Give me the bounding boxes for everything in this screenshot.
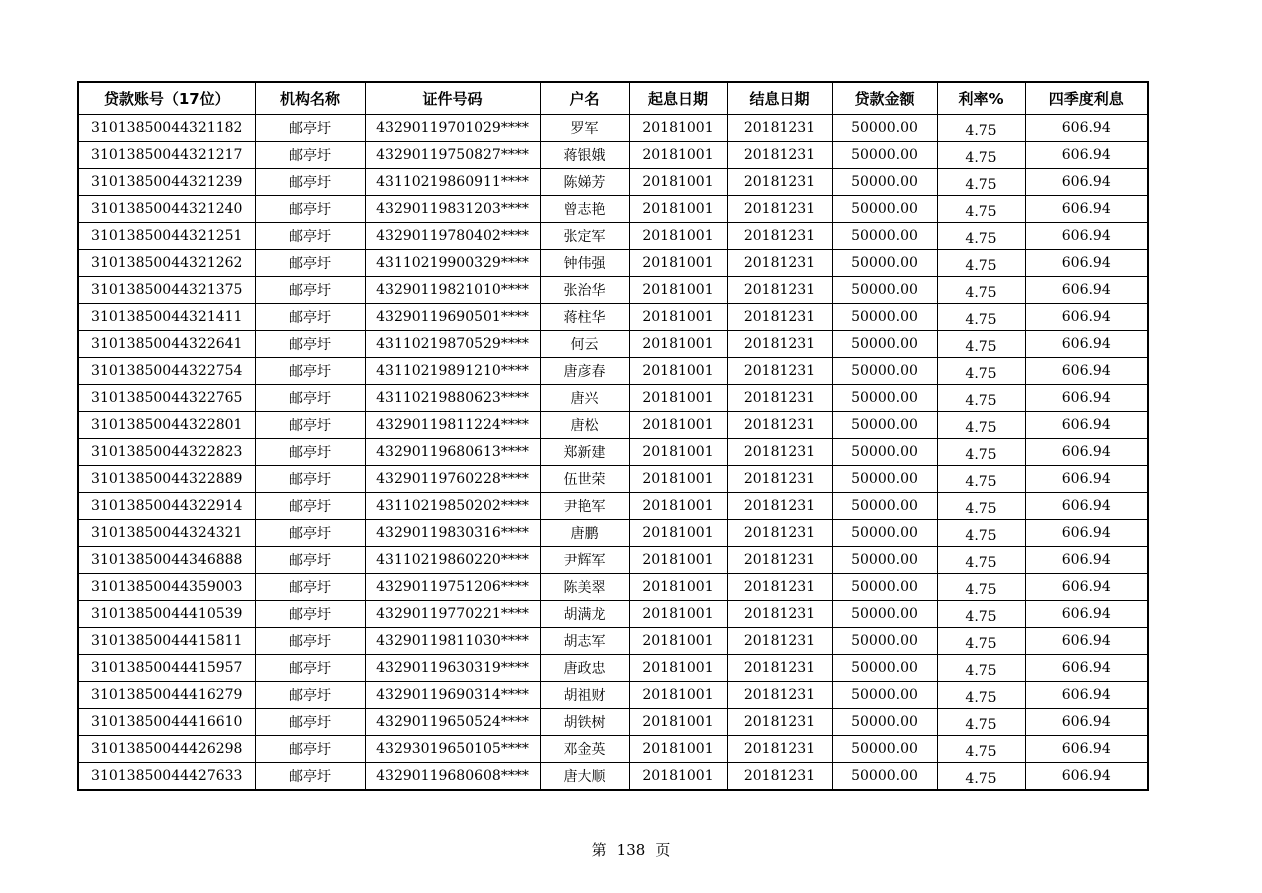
- id-number-cell: 43290119690314****: [365, 682, 540, 709]
- settle-date-cell: 20181231: [727, 358, 832, 385]
- interest-rate-value: 4.75: [965, 582, 997, 598]
- account-name-cell: 钟伟强: [540, 250, 629, 277]
- settle-date-cell: 20181231: [727, 196, 832, 223]
- institution-cell: 邮亭圩: [255, 412, 365, 439]
- interest-rate-value: 4.75: [965, 636, 997, 652]
- id-number-cell: 43110219880623****: [365, 385, 540, 412]
- institution-cell: 邮亭圩: [255, 547, 365, 574]
- start-date-cell: 20181001: [629, 520, 727, 547]
- q4-interest-cell: 606.94: [1025, 439, 1148, 466]
- loan-amount-cell: 50000.00: [832, 574, 937, 601]
- loan-amount-cell: 50000.00: [832, 304, 937, 331]
- loan-amount-cell: 50000.00: [832, 682, 937, 709]
- id-number-cell: 43290119831203****: [365, 196, 540, 223]
- settle-date-cell: 20181231: [727, 115, 832, 142]
- table-row: [78, 682, 1148, 709]
- interest-rate-value: 4.75: [965, 501, 997, 517]
- interest-rate-cell: [937, 547, 1025, 574]
- institution-cell: 邮亭圩: [255, 331, 365, 358]
- institution-cell: 邮亭圩: [255, 655, 365, 682]
- settle-date-cell: 20181231: [727, 682, 832, 709]
- table-row: [78, 763, 1148, 791]
- institution-cell: 邮亭圩: [255, 601, 365, 628]
- settle-date-cell: 20181231: [727, 466, 832, 493]
- footer-suffix: 页: [655, 841, 671, 859]
- interest-rate-value: 4.75: [965, 555, 997, 571]
- start-date-cell: 20181001: [629, 628, 727, 655]
- table-row: [78, 277, 1148, 304]
- interest-rate-cell: [937, 142, 1025, 169]
- settle-date-cell: 20181231: [727, 736, 832, 763]
- q4-interest-cell: 606.94: [1025, 169, 1148, 196]
- table-row: [78, 736, 1148, 763]
- column-header-loan-account: 贷款账号（17位）: [78, 82, 255, 115]
- institution-cell: 邮亭圩: [255, 466, 365, 493]
- q4-interest-cell: 606.94: [1025, 493, 1148, 520]
- interest-rate-cell: [937, 115, 1025, 142]
- interest-rate-cell: [937, 385, 1025, 412]
- institution-cell: 邮亭圩: [255, 520, 365, 547]
- institution-cell: 邮亭圩: [255, 574, 365, 601]
- q4-interest-cell: 606.94: [1025, 223, 1148, 250]
- table-row: [78, 520, 1148, 547]
- settle-date-cell: 20181231: [727, 277, 832, 304]
- interest-rate-cell: [937, 520, 1025, 547]
- interest-rate-value: 4.75: [965, 447, 997, 463]
- start-date-cell: 20181001: [629, 601, 727, 628]
- account-name-cell: 蒋柱华: [540, 304, 629, 331]
- loan-amount-cell: 50000.00: [832, 466, 937, 493]
- table-row: [78, 385, 1148, 412]
- start-date-cell: 20181001: [629, 277, 727, 304]
- settle-date-cell: 20181231: [727, 439, 832, 466]
- start-date-cell: 20181001: [629, 196, 727, 223]
- column-header-institution: 机构名称: [255, 82, 365, 115]
- q4-interest-cell: 606.94: [1025, 709, 1148, 736]
- q4-interest-cell: 606.94: [1025, 250, 1148, 277]
- table-row: [78, 574, 1148, 601]
- id-number-cell: 43290119780402****: [365, 223, 540, 250]
- interest-rate-value: 4.75: [965, 285, 997, 301]
- page-footer: [0, 839, 1262, 860]
- start-date-cell: 20181001: [629, 358, 727, 385]
- interest-rate-value: 4.75: [965, 528, 997, 544]
- account-name-cell: 胡志军: [540, 628, 629, 655]
- loan-amount-cell: 50000.00: [832, 601, 937, 628]
- table-row: [78, 115, 1148, 142]
- loan-account-cell: 31013850044322889: [78, 466, 255, 493]
- start-date-cell: 20181001: [629, 574, 727, 601]
- settle-date-cell: 20181231: [727, 250, 832, 277]
- account-name-cell: 胡满龙: [540, 601, 629, 628]
- institution-cell: 邮亭圩: [255, 385, 365, 412]
- account-name-cell: 邓金英: [540, 736, 629, 763]
- loan-amount-cell: 50000.00: [832, 223, 937, 250]
- loan-account-cell: 31013850044346888: [78, 547, 255, 574]
- start-date-cell: 20181001: [629, 169, 727, 196]
- column-header-interest-rate: 利率%: [937, 82, 1025, 115]
- q4-interest-cell: 606.94: [1025, 196, 1148, 223]
- loan-amount-cell: 50000.00: [832, 250, 937, 277]
- loan-account-cell: 31013850044322823: [78, 439, 255, 466]
- loan-account-cell: 31013850044410539: [78, 601, 255, 628]
- interest-rate-value: 4.75: [965, 177, 997, 193]
- loan-account-cell: 31013850044416279: [78, 682, 255, 709]
- table-row: [78, 358, 1148, 385]
- table-row: [78, 412, 1148, 439]
- interest-rate-cell: [937, 331, 1025, 358]
- settle-date-cell: 20181231: [727, 574, 832, 601]
- id-number-cell: 43110219870529****: [365, 331, 540, 358]
- start-date-cell: 20181001: [629, 385, 727, 412]
- loan-account-cell: 31013850044321262: [78, 250, 255, 277]
- interest-rate-value: 4.75: [965, 204, 997, 220]
- interest-rate-cell: [937, 196, 1025, 223]
- account-name-cell: 胡祖财: [540, 682, 629, 709]
- institution-cell: 邮亭圩: [255, 277, 365, 304]
- loan-account-cell: 31013850044321182: [78, 115, 255, 142]
- start-date-cell: 20181001: [629, 655, 727, 682]
- q4-interest-cell: 606.94: [1025, 628, 1148, 655]
- settle-date-cell: 20181231: [727, 601, 832, 628]
- loan-account-cell: 31013850044321375: [78, 277, 255, 304]
- loan-account-cell: 31013850044322765: [78, 385, 255, 412]
- start-date-cell: 20181001: [629, 547, 727, 574]
- id-number-cell: 43290119690501****: [365, 304, 540, 331]
- institution-cell: 邮亭圩: [255, 196, 365, 223]
- interest-rate-value: 4.75: [965, 744, 997, 760]
- interest-rate-value: 4.75: [965, 609, 997, 625]
- id-number-cell: 43110219850202****: [365, 493, 540, 520]
- id-number-cell: 43290119751206****: [365, 574, 540, 601]
- loan-account-cell: 31013850044415811: [78, 628, 255, 655]
- column-header-loan-amount: 贷款金额: [832, 82, 937, 115]
- interest-rate-cell: [937, 304, 1025, 331]
- interest-rate-value: 4.75: [965, 420, 997, 436]
- loan-account-cell: 31013850044416610: [78, 709, 255, 736]
- interest-rate-cell: [937, 439, 1025, 466]
- loan-amount-cell: 50000.00: [832, 196, 937, 223]
- start-date-cell: 20181001: [629, 223, 727, 250]
- q4-interest-cell: 606.94: [1025, 277, 1148, 304]
- account-name-cell: 尹辉军: [540, 547, 629, 574]
- loan-amount-cell: 50000.00: [832, 763, 937, 791]
- loan-amount-cell: 50000.00: [832, 277, 937, 304]
- loan-amount-cell: 50000.00: [832, 385, 937, 412]
- loan-amount-cell: 50000.00: [832, 493, 937, 520]
- q4-interest-cell: 606.94: [1025, 412, 1148, 439]
- q4-interest-cell: 606.94: [1025, 304, 1148, 331]
- interest-rate-cell: [937, 763, 1025, 791]
- institution-cell: 邮亭圩: [255, 115, 365, 142]
- q4-interest-cell: 606.94: [1025, 601, 1148, 628]
- start-date-cell: 20181001: [629, 304, 727, 331]
- interest-rate-value: 4.75: [965, 366, 997, 382]
- id-number-cell: 43290119760228****: [365, 466, 540, 493]
- table-row: [78, 709, 1148, 736]
- table-body: [78, 115, 1148, 791]
- start-date-cell: 20181001: [629, 412, 727, 439]
- id-number-cell: 43110219900329****: [365, 250, 540, 277]
- interest-rate-value: 4.75: [965, 474, 997, 490]
- loan-account-cell: 31013850044322801: [78, 412, 255, 439]
- loan-amount-cell: 50000.00: [832, 709, 937, 736]
- account-name-cell: 张定军: [540, 223, 629, 250]
- id-number-cell: 43110219860220****: [365, 547, 540, 574]
- column-header-account-name: 户名: [540, 82, 629, 115]
- loan-amount-cell: 50000.00: [832, 358, 937, 385]
- loan-amount-cell: 50000.00: [832, 439, 937, 466]
- settle-date-cell: 20181231: [727, 169, 832, 196]
- table-row: [78, 331, 1148, 358]
- start-date-cell: 20181001: [629, 682, 727, 709]
- table-row: [78, 304, 1148, 331]
- id-number-cell: 43293019650105****: [365, 736, 540, 763]
- loan-account-cell: 31013850044324321: [78, 520, 255, 547]
- id-number-cell: 43290119811030****: [365, 628, 540, 655]
- institution-cell: 邮亭圩: [255, 250, 365, 277]
- loan-account-cell: 31013850044322641: [78, 331, 255, 358]
- id-number-cell: 43290119650524****: [365, 709, 540, 736]
- loan-account-cell: 31013850044321411: [78, 304, 255, 331]
- start-date-cell: 20181001: [629, 709, 727, 736]
- account-name-cell: 蒋银娥: [540, 142, 629, 169]
- institution-cell: 邮亭圩: [255, 142, 365, 169]
- loan-account-cell: 31013850044426298: [78, 736, 255, 763]
- start-date-cell: 20181001: [629, 142, 727, 169]
- account-name-cell: 唐彦春: [540, 358, 629, 385]
- loan-account-cell: 31013850044321240: [78, 196, 255, 223]
- institution-cell: 邮亭圩: [255, 628, 365, 655]
- loan-interest-table: [77, 81, 1149, 791]
- table-row: [78, 466, 1148, 493]
- loan-amount-cell: 50000.00: [832, 115, 937, 142]
- start-date-cell: 20181001: [629, 763, 727, 791]
- interest-rate-cell: [937, 709, 1025, 736]
- institution-cell: 邮亭圩: [255, 736, 365, 763]
- table-header: [78, 82, 1148, 115]
- interest-rate-cell: [937, 412, 1025, 439]
- settle-date-cell: 20181231: [727, 493, 832, 520]
- id-number-cell: 43110219860911****: [365, 169, 540, 196]
- interest-rate-cell: [937, 628, 1025, 655]
- account-name-cell: 何云: [540, 331, 629, 358]
- column-header-start-date: 起息日期: [629, 82, 727, 115]
- interest-rate-value: 4.75: [965, 339, 997, 355]
- id-number-cell: 43290119770221****: [365, 601, 540, 628]
- loan-account-cell: 31013850044321217: [78, 142, 255, 169]
- table-row: [78, 223, 1148, 250]
- loan-amount-cell: 50000.00: [832, 547, 937, 574]
- interest-rate-cell: [937, 277, 1025, 304]
- q4-interest-cell: 606.94: [1025, 115, 1148, 142]
- interest-rate-value: 4.75: [965, 690, 997, 706]
- q4-interest-cell: 606.94: [1025, 358, 1148, 385]
- loan-amount-cell: 50000.00: [832, 628, 937, 655]
- interest-rate-cell: [937, 736, 1025, 763]
- q4-interest-cell: 606.94: [1025, 736, 1148, 763]
- loan-amount-cell: 50000.00: [832, 412, 937, 439]
- column-header-id-number: 证件号码: [365, 82, 540, 115]
- account-name-cell: 陈娣芳: [540, 169, 629, 196]
- interest-rate-cell: [937, 250, 1025, 277]
- interest-rate-cell: [937, 223, 1025, 250]
- institution-cell: 邮亭圩: [255, 493, 365, 520]
- interest-rate-value: 4.75: [965, 663, 997, 679]
- institution-cell: 邮亭圩: [255, 304, 365, 331]
- id-number-cell: 43290119750827****: [365, 142, 540, 169]
- settle-date-cell: 20181231: [727, 223, 832, 250]
- settle-date-cell: 20181231: [727, 547, 832, 574]
- loan-account-cell: 31013850044359003: [78, 574, 255, 601]
- table-row: [78, 196, 1148, 223]
- q4-interest-cell: 606.94: [1025, 682, 1148, 709]
- table-row: [78, 601, 1148, 628]
- interest-rate-value: 4.75: [965, 771, 997, 787]
- settle-date-cell: 20181231: [727, 331, 832, 358]
- start-date-cell: 20181001: [629, 439, 727, 466]
- account-name-cell: 曾志艳: [540, 196, 629, 223]
- loan-amount-cell: 50000.00: [832, 142, 937, 169]
- institution-cell: 邮亭圩: [255, 439, 365, 466]
- loan-amount-cell: 50000.00: [832, 736, 937, 763]
- loan-amount-cell: 50000.00: [832, 520, 937, 547]
- institution-cell: 邮亭圩: [255, 358, 365, 385]
- loan-account-cell: 31013850044321239: [78, 169, 255, 196]
- account-name-cell: 唐大顺: [540, 763, 629, 791]
- q4-interest-cell: 606.94: [1025, 655, 1148, 682]
- account-name-cell: 唐政忠: [540, 655, 629, 682]
- q4-interest-cell: 606.94: [1025, 547, 1148, 574]
- table-row: [78, 493, 1148, 520]
- start-date-cell: 20181001: [629, 493, 727, 520]
- account-name-cell: 唐松: [540, 412, 629, 439]
- q4-interest-cell: 606.94: [1025, 331, 1148, 358]
- interest-rate-cell: [937, 682, 1025, 709]
- id-number-cell: 43110219891210****: [365, 358, 540, 385]
- settle-date-cell: 20181231: [727, 763, 832, 791]
- interest-rate-cell: [937, 358, 1025, 385]
- start-date-cell: 20181001: [629, 466, 727, 493]
- id-number-cell: 43290119701029****: [365, 115, 540, 142]
- table-row: [78, 250, 1148, 277]
- account-name-cell: 胡铁树: [540, 709, 629, 736]
- settle-date-cell: 20181231: [727, 385, 832, 412]
- id-number-cell: 43290119680608****: [365, 763, 540, 791]
- loan-amount-cell: 50000.00: [832, 655, 937, 682]
- start-date-cell: 20181001: [629, 115, 727, 142]
- institution-cell: 邮亭圩: [255, 223, 365, 250]
- account-name-cell: 郑新建: [540, 439, 629, 466]
- interest-rate-value: 4.75: [965, 231, 997, 247]
- settle-date-cell: 20181231: [727, 412, 832, 439]
- interest-rate-cell: [937, 574, 1025, 601]
- table-row: [78, 439, 1148, 466]
- loan-account-cell: 31013850044321251: [78, 223, 255, 250]
- start-date-cell: 20181001: [629, 250, 727, 277]
- loan-account-cell: 31013850044322754: [78, 358, 255, 385]
- institution-cell: 邮亭圩: [255, 169, 365, 196]
- interest-rate-cell: [937, 466, 1025, 493]
- interest-rate-value: 4.75: [965, 258, 997, 274]
- interest-rate-value: 4.75: [965, 150, 997, 166]
- institution-cell: 邮亭圩: [255, 709, 365, 736]
- table-row: [78, 547, 1148, 574]
- account-name-cell: 唐鹏: [540, 520, 629, 547]
- account-name-cell: 唐兴: [540, 385, 629, 412]
- loan-amount-cell: 50000.00: [832, 169, 937, 196]
- column-header-q4-interest: 四季度利息: [1025, 82, 1148, 115]
- q4-interest-cell: 606.94: [1025, 763, 1148, 791]
- table-row: [78, 628, 1148, 655]
- id-number-cell: 43290119811224****: [365, 412, 540, 439]
- account-name-cell: 张治华: [540, 277, 629, 304]
- settle-date-cell: 20181231: [727, 655, 832, 682]
- interest-rate-value: 4.75: [965, 393, 997, 409]
- footer-prefix: 第: [591, 841, 607, 859]
- interest-rate-cell: [937, 493, 1025, 520]
- start-date-cell: 20181001: [629, 331, 727, 358]
- account-name-cell: 伍世荣: [540, 466, 629, 493]
- id-number-cell: 43290119830316****: [365, 520, 540, 547]
- id-number-cell: 43290119821010****: [365, 277, 540, 304]
- id-number-cell: 43290119680613****: [365, 439, 540, 466]
- header-row: [78, 82, 1148, 115]
- q4-interest-cell: 606.94: [1025, 385, 1148, 412]
- column-header-settle-date: 结息日期: [727, 82, 832, 115]
- q4-interest-cell: 606.94: [1025, 142, 1148, 169]
- loan-amount-cell: 50000.00: [832, 331, 937, 358]
- start-date-cell: 20181001: [629, 736, 727, 763]
- settle-date-cell: 20181231: [727, 142, 832, 169]
- institution-cell: 邮亭圩: [255, 682, 365, 709]
- interest-rate-cell: [937, 655, 1025, 682]
- institution-cell: 邮亭圩: [255, 763, 365, 791]
- settle-date-cell: 20181231: [727, 304, 832, 331]
- q4-interest-cell: 606.94: [1025, 466, 1148, 493]
- table-row: [78, 169, 1148, 196]
- interest-rate-value: 4.75: [965, 717, 997, 733]
- loan-account-cell: 31013850044415957: [78, 655, 255, 682]
- table-row: [78, 655, 1148, 682]
- account-name-cell: 罗军: [540, 115, 629, 142]
- interest-rate-cell: [937, 601, 1025, 628]
- loan-account-cell: 31013850044427633: [78, 763, 255, 791]
- id-number-cell: 43290119630319****: [365, 655, 540, 682]
- interest-rate-value: 4.75: [965, 123, 997, 139]
- table-row: [78, 142, 1148, 169]
- account-name-cell: 陈美翠: [540, 574, 629, 601]
- interest-rate-cell: [937, 169, 1025, 196]
- loan-account-cell: 31013850044322914: [78, 493, 255, 520]
- interest-rate-value: 4.75: [965, 312, 997, 328]
- account-name-cell: 尹艳军: [540, 493, 629, 520]
- settle-date-cell: 20181231: [727, 709, 832, 736]
- q4-interest-cell: 606.94: [1025, 574, 1148, 601]
- settle-date-cell: 20181231: [727, 628, 832, 655]
- settle-date-cell: 20181231: [727, 520, 832, 547]
- page-number: 138: [616, 841, 646, 859]
- q4-interest-cell: 606.94: [1025, 520, 1148, 547]
